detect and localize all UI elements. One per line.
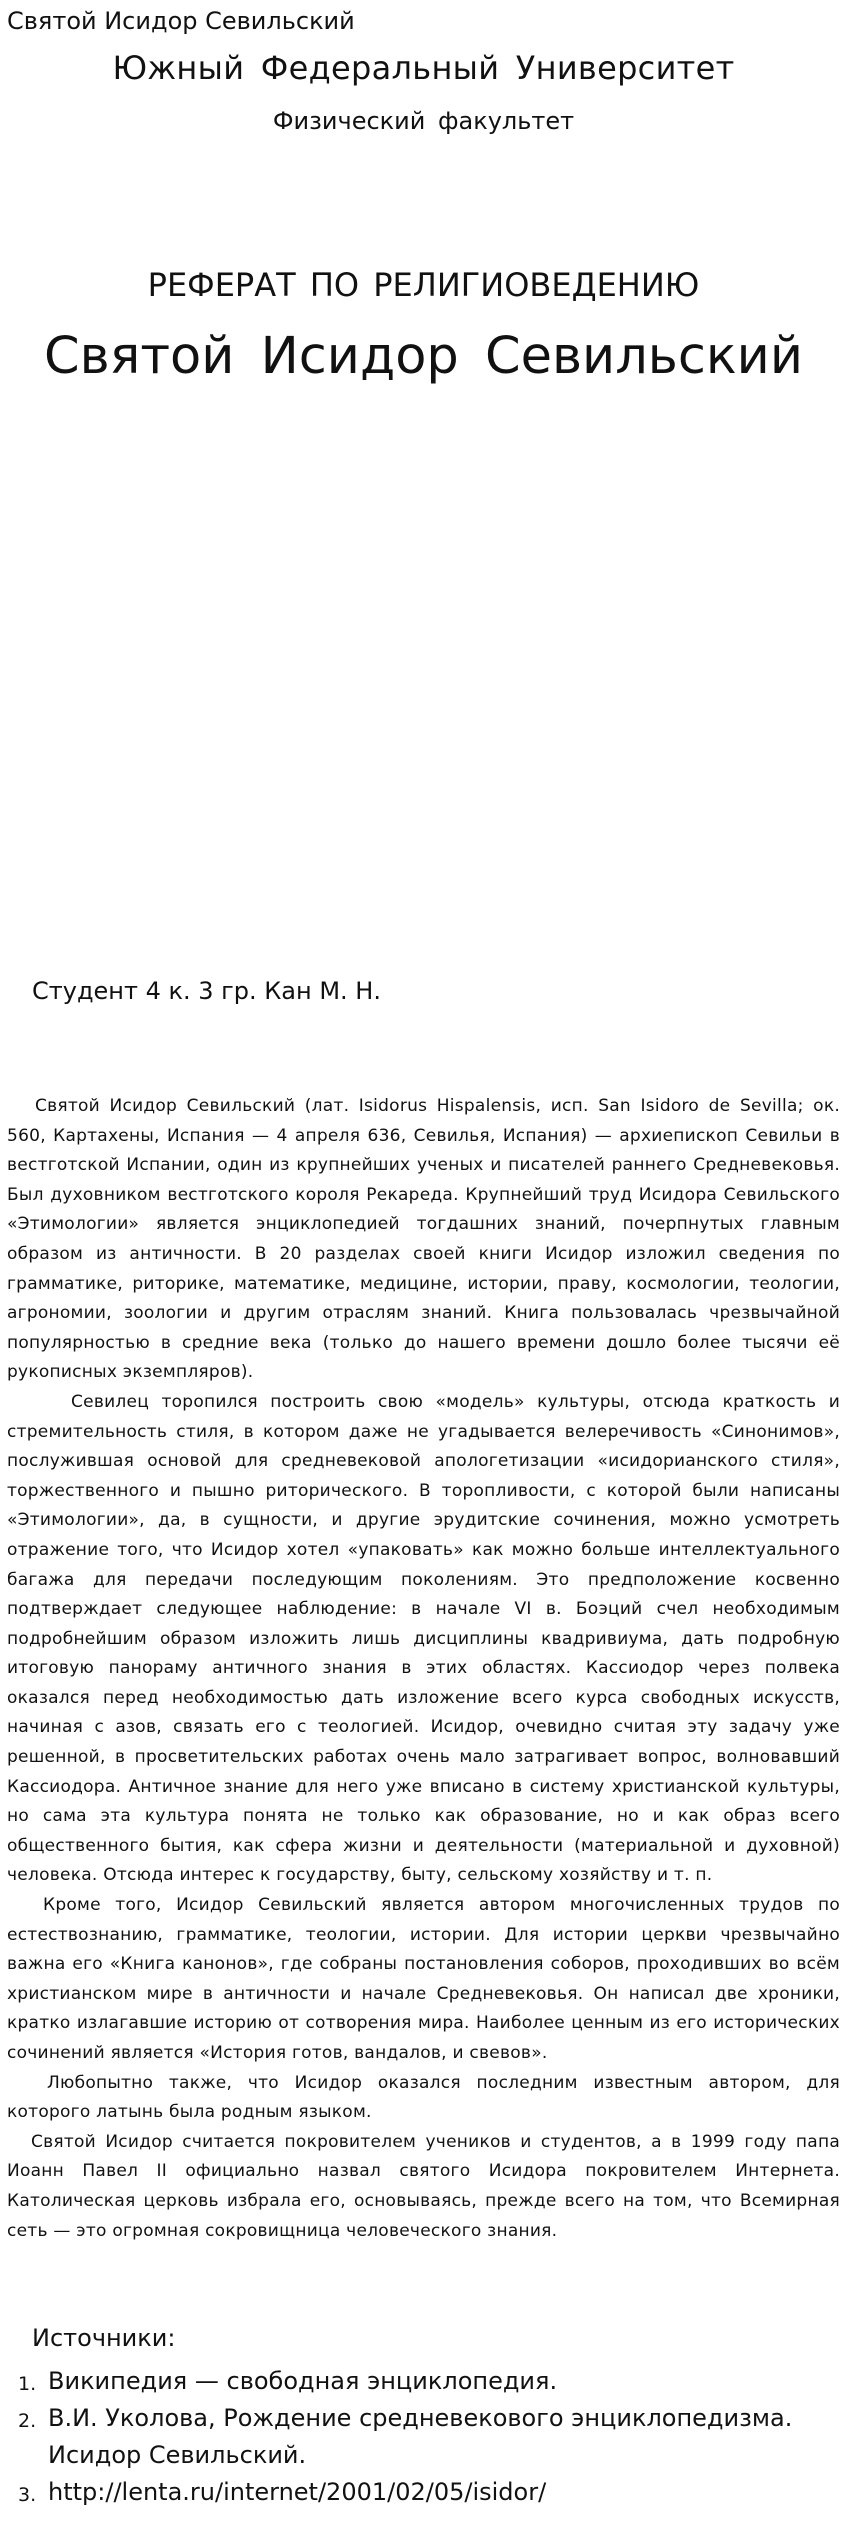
source-item [18, 2400, 818, 2474]
document-header-title: Святой Исидор Севильский [7, 7, 355, 35]
report-title: Святой Исидор Севильский [44, 327, 803, 386]
essay-body [7, 1092, 840, 2246]
source-number: 3. [18, 2484, 37, 2506]
faculty-name: Физический факультет [272, 107, 575, 135]
sources-list [18, 2363, 818, 2511]
paragraph-latin: Любопытно также, что Исидор оказался последним известным автором, для которого латынь была родным языком. [7, 2072, 840, 2123]
paragraph-patron: Святой Исидор считается покровителем учеников и студентов, а в 1999 году папа Иоанн Павел II официально назвал святого Исидора покровителем Интернета. Католическая церковь избрала его, основываясь, прежде всего на том, что Всемирная сеть — это огромная сокровищница человеческого знания. [7, 2131, 840, 2241]
report-kind: РЕФЕРАТ ПО РЕЛИГИОВЕДЕНИЮ [147, 266, 700, 304]
source-item [18, 2474, 818, 2511]
source-number: 1. [18, 2373, 37, 2395]
paragraph-intro-first-line: Святой Исидор Севильский (лат. Isidorus Hispalensis, исп. San Isidoro de Sevilla; ок. [35, 1096, 840, 1116]
paragraph-culture-model: Севилец торопился построить свою «модель» культуры, отсюда краткость и стремительность стиля, в котором даже не угадывается велеречивость «Синонимов», послужившая основой для средневековой апологетизации «исидорианского стиля», торжественного и пышно риторического. В торопливости, с которой были написаны «Этимологии», да, в сущности, и другие эрудитские сочинения, можно усмотреть отражение того, что Исидор хотел «упаковать» как можно больше интеллектуального багажа для передачи последующим поколениям. Это предположение косвенно подтверждает следующее наблюдение: в начале VI в. Боэций счел необходимым подробнейшим образом изложить лишь дисциплины квадривиума, дать подробную итоговую панораму античного знания в этих областях. Кассиодор через полвека оказался перед необходимостью дать изложение всего курса свободных искусств, начиная с азов, связать его с теологией. Исидор, очевидно считая эту задачу уже решенной, в просветительских работах очень мало затрагивает вопрос, волновавший Кассиодора. Античное знание для него уже вписано в систему христианской культуры, но сама эта культура понята не только как образование, но и как образ всего общественного бытия, как сфера жизни и деятельности (материальной и духовной) человека. Отсюда интерес к государству, быту, сельскому хозяйству и т. п. [7, 1391, 840, 1886]
student-info: Студент 4 к. 3 гр. Кан М. Н. [32, 977, 381, 1005]
source-text: В.И. Уколова, Рождение средневекового энциклопедизма. Исидор Севильский. [48, 2404, 793, 2469]
paragraph-intro: 560, Картахены, Испания — 4 апреля 636, Севилья, Испания) — архиепископ Севильи в вестготской Испании, один из крупнейших ученых и писателей раннего Средневековья. Был духовником вестготского короля Рекареда. Крупнейший труд Исидора Севильского «Этимологии» является энциклопедией тогдашних знаний, почерпнутых главным образом из античности. В 20 разделах своей книги Исидор изложил сведения по грамматике, риторике, математике, медицине, истории, праву, космологии, теологии, агрономии, зоологии и другим отраслям знаний. Книга пользовалась чрезвычайной популярностью в средние века (только до нашего времени дошло более тысячи её рукописных экземпляров). [7, 1125, 840, 1383]
sources-heading: Источники: [32, 2324, 176, 2352]
paragraph-works: Кроме того, Исидор Севильский является автором многочисленных трудов по естествознанию, грамматике, теологии, истории. Для истории церкви чрезвычайно важна его «Книга канонов», где собраны постановления соборов, проходивших во всём христианском мире в античности и начале Средневековья. Он написал две хроники, кратко излагавшие историю от сотворения мира. Наиболее ценным из его исторических сочинений является «История готов, вандалов, и свевов». [7, 1895, 840, 2063]
source-link[interactable]: http://lenta.ru/internet/2001/02/05/isidor/ [48, 2478, 547, 2506]
source-item [18, 2363, 818, 2400]
source-number: 2. [18, 2410, 37, 2432]
source-text: Википедия — свободная энциклопедия. [48, 2367, 558, 2395]
university-name: Южный Федеральный Университет [112, 49, 735, 87]
